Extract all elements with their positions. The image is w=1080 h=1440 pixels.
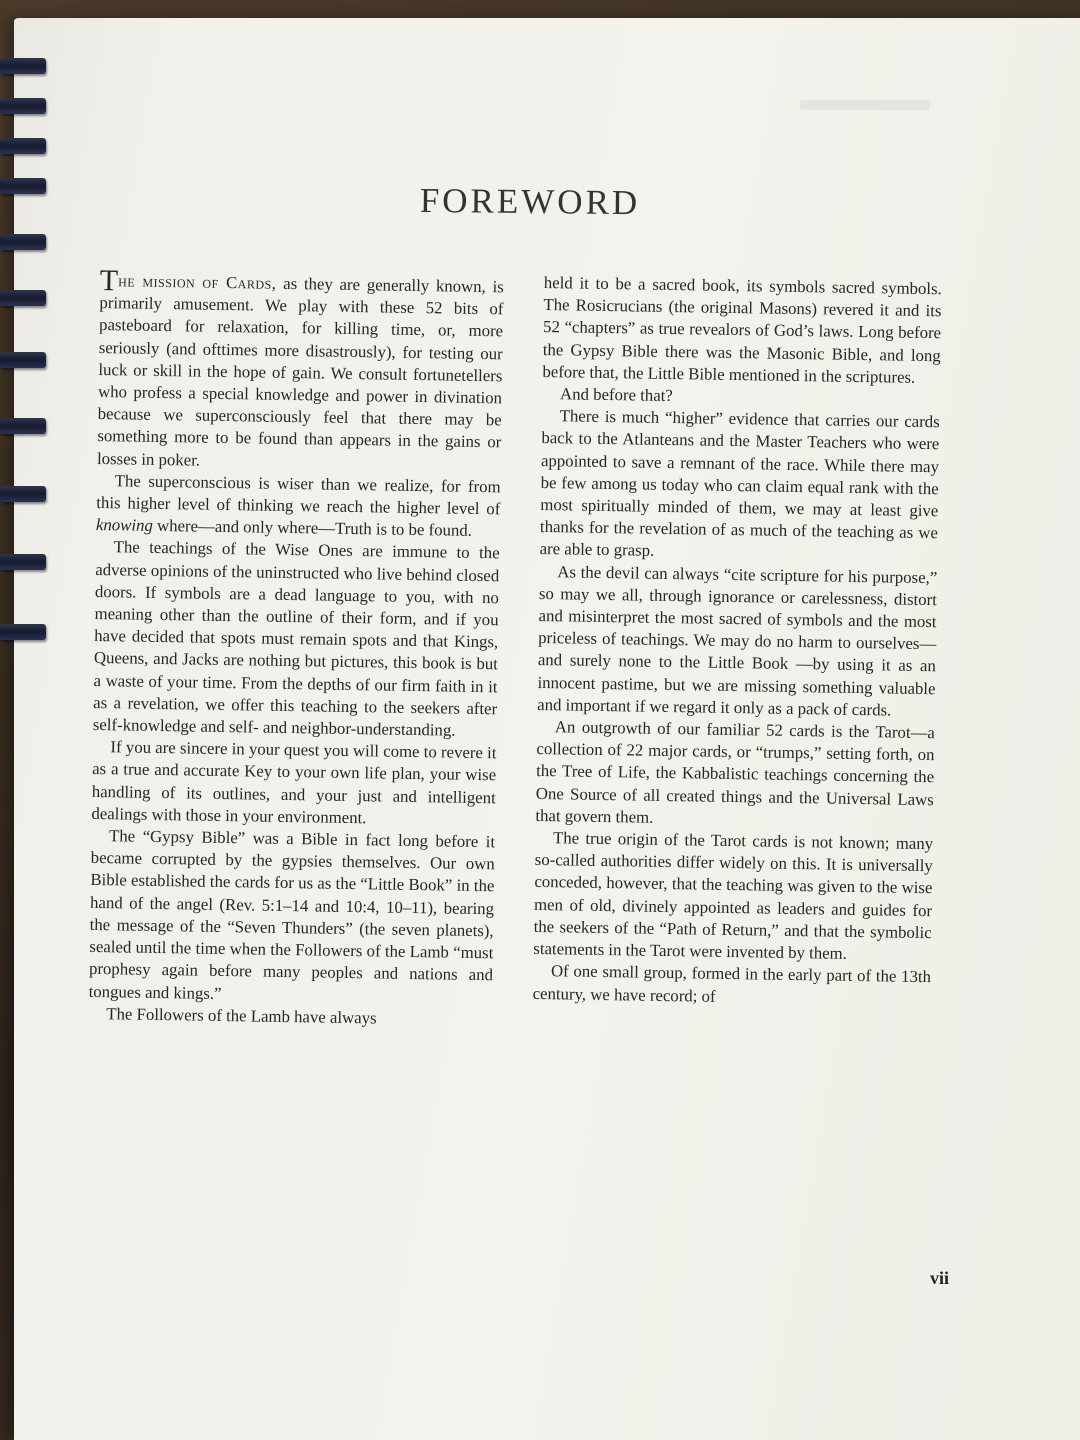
- paragraph: [96, 470, 501, 543]
- show-through-text: [800, 100, 930, 110]
- paragraph: And before that?: [559, 384, 673, 406]
- page-number: vii: [930, 1268, 950, 1288]
- paragraph-text: as they are generally known, is primarily amusement. We play with these 52 bits of pasteboard for relaxation, for killing time, or, more seriously (and ofttimes more disastrously), for testing our luck or skill in the hope of gain. We consult fortunetellers who profess a special knowledge and power in divination because we superconsciously feel that there may be something more to be found than appears in the gains or losses in poker.: [96, 273, 504, 470]
- paragraph: An outgrowth of our familiar 52 cards is the Tarot—a collection of 22 major cards, or “trumps,” setting forth, on the Tree of Life, the Kabbalistic teachings concerning the One Source of all created things and the Universal Laws that govern them.: [535, 717, 935, 827]
- drop-cap: T: [99, 264, 119, 298]
- page-title: FOREWORD: [419, 180, 641, 223]
- paragraph-text: The superconscious is wiser than we realize, for from this higher level of thinking we reach the higher level of: [96, 471, 501, 519]
- paragraph: There is much “higher” evidence that carries our cards back to the Atlanteans and the Master Teachers who were appointed to save a remnant of the race. While there may be few among us today who can claim equal rank with the most spiritually minded of them, we may at least give thanks for the revelation of as much of the teaching as we are able to grasp.: [539, 406, 940, 561]
- paragraph: If you are sincere in your quest you will come to revere it as a true and accurate Key to your own life plan, your wise handling of its outlines, and your just and intelligent dealings with those in your environment.: [91, 737, 497, 828]
- paragraph-text: where—and only where—Truth is to be found.: [152, 516, 473, 541]
- paragraph: As the devil can always “cite scripture for his purpose,” so may we all, through ignorance or carelessness, distort and misinterpret the most sacred of symbols and the most priceless of teachings. We may do no harm to ourselves—and surely none to the Little Book —by using it as an innocent pastime, but we are missing something valuable and important if we regard it only as a pack of cards.: [537, 561, 938, 720]
- paragraph: held it to be a sacred book, its symbols sacred symbols. The Rosicrucians (the original Masons) revered it and its 52 “chapters” as true revealors of God’s laws. Long before the Gypsy Bible there was the Masonic Bible, and long before that, the Little Bible mentioned in the scriptures.: [542, 272, 942, 387]
- paragraph: The teachings of the Wise Ones are immune to the adverse opinions of the uninstructed who live behind closed doors. If symbols are a dead language to you, with no meaning other than the outline of their form, and if you have decided that spots must remain spots and that Kings, Queens, and Jacks are nothing but pictures, this book is but a waste of your time. From the depths of our firm faith in it as a revelation, we offer this teaching to the seekers after self-knowledge and self- and neighbor-understanding.: [92, 537, 500, 740]
- paragraph: The “Gypsy Bible” was a Bible in fact long before it became corrupted by the gypsies themselves. Our own Bible established the cards for us as the “Little Book” in the hand of the angel (Rev. 5:1–14 and 10:4, 10–11), bearing the message of the “Seven Thunders” (the seven planets), sealed until the time when the Followers of the Lamb “must prophesy again before many peoples and nations and tongues and kings.”: [88, 826, 496, 1003]
- paragraph: The true origin of the Tarot cards is not known; many so-called authorities differ widely on this. It is universally conceded, however, that the teaching was given to the wise men of old, divinely appointed as leaders and guides for the seekers of the “Path of Return,” and that the symbolic statements in the Tarot were invented by them.: [533, 828, 934, 963]
- lead-in-smallcaps: he mission of Cards,: [118, 271, 277, 293]
- left-column: [88, 264, 504, 1031]
- paragraph: The Followers of the Lamb have always: [106, 1003, 377, 1028]
- right-column: [532, 272, 941, 1011]
- paragraph: [96, 264, 504, 476]
- paragraph: Of one small group, formed in the early part of the 13th century, we have record; of: [532, 961, 932, 1006]
- emphasis-text: knowing: [95, 515, 154, 536]
